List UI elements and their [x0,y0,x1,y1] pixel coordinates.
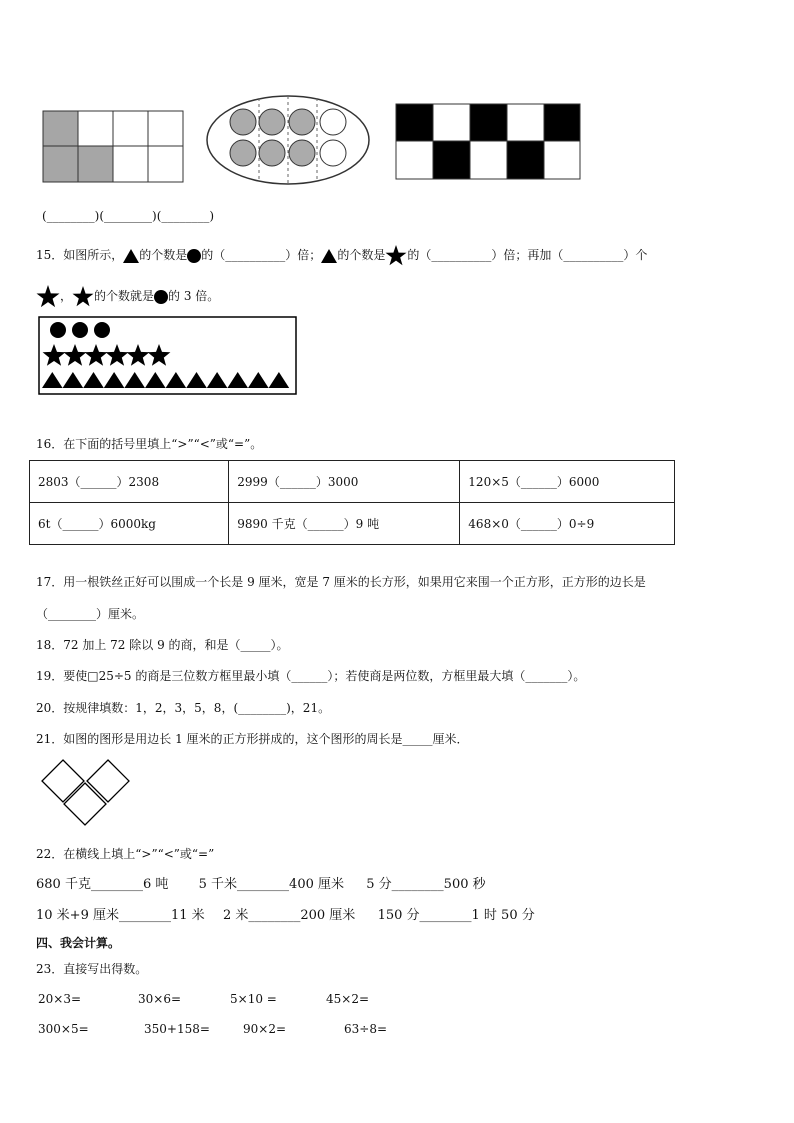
q22-item[interactable]: 5 分________500 秒 [366,877,486,892]
q23-item[interactable]: 30×6= [138,992,182,1006]
q23-item[interactable]: 300×5= [38,1022,89,1036]
q15-shapes-figure [38,316,298,396]
table-cell[interactable]: 6t（______）6000kg [30,503,229,545]
circle-shaded [259,109,285,135]
checker-black [433,141,470,179]
q23-item[interactable]: 350+158= [144,1022,210,1036]
grid-cell [148,146,183,182]
circle-shaded [289,109,315,135]
star-icon [385,245,407,266]
table-cell[interactable]: 9890 千克（______）9 吨 [229,503,460,545]
checker-black [470,104,507,141]
circle-icon [154,290,168,304]
checker-white [396,141,433,179]
q23-item[interactable]: 20×3= [38,992,82,1006]
q17-line1: 17．用一根铁丝正好可以围成一个长是 9 厘米，宽是 7 厘米的长方形，如果用它来围一个正方形，正方形的边长是 [36,575,646,589]
q15-text: 15．如图所示， [36,248,124,262]
circle-icon [50,322,66,338]
grid-cell-shaded [43,111,78,146]
checker-black [507,141,544,179]
q15-text: 的个数是 [337,248,386,262]
table-cell[interactable]: 120×5（______）6000 [460,461,675,503]
circle-shaded [230,109,256,135]
circle-shaded [230,140,256,166]
triangle-icon [321,249,337,263]
circle-icon [94,322,110,338]
circle-shaded [289,140,315,166]
q14-grid-figure [42,110,184,184]
answer-blank[interactable]: (________) [99,209,157,223]
answer-blank[interactable]: (________) [156,209,215,223]
table-row [30,503,675,545]
q22-row1 [36,876,486,894]
square-tile [42,760,84,802]
q22-item[interactable]: 10 米+9 厘米________11 米 [36,908,205,923]
q18-text[interactable]: 18．72 加上 72 除以 9 的商，和是（_____）。 [36,638,289,652]
q21-text[interactable]: 21．如图的图形是用边长 1 厘米的正方形拼成的，这个图形的周长是_____厘米． [36,732,469,746]
q14-oval-figure [205,94,371,186]
q17-line2[interactable]: （________）厘米。 [36,607,145,621]
checker-white [470,141,507,179]
table-cell[interactable]: 2803（______）2308 [30,461,229,503]
q23-item[interactable]: 5×10 = [230,992,277,1006]
answer-blank[interactable]: (________) [42,209,100,223]
grid-cell [148,111,183,146]
q15-line1 [36,245,647,266]
q15-text: 的（__________）倍；再加（__________）个 [407,248,648,262]
circle-icon [72,322,88,338]
checker-white [544,141,580,179]
grid-cell [113,111,148,146]
square-tile [87,760,129,802]
circle-shaded [259,140,285,166]
q15-line2 [36,285,219,308]
q15-text: 的 3 倍。 [168,289,220,303]
q22-item[interactable]: 5 千米________400 厘米 [198,877,344,892]
table-row [30,461,675,503]
q22-item[interactable]: 680 千克________6 吨 [36,877,169,892]
q22-item[interactable]: 2 米________200 厘米 [222,908,356,923]
grid-cell-shaded [78,146,113,182]
q19-text[interactable]: 19．要使□25÷5 的商是三位数方框里最小填（______）；若使商是两位数，方框里最大填（_______）。 [36,669,586,683]
q23-item[interactable]: 63÷8= [344,1022,388,1036]
q15-text: 的个数就是 [94,289,155,303]
section-heading: 四、我会计算。 [36,936,121,950]
table-cell[interactable]: 2999（______）3000 [229,461,460,503]
q16-prompt: 16．在下面的括号里填上“>”“<”或“=”。 [36,437,263,451]
q14-checker-figure [395,103,581,181]
q16-table [29,460,675,545]
table-cell[interactable]: 468×0（______）0÷9 [460,503,675,545]
q21-squares-figure [38,756,138,834]
star-icon [72,286,94,307]
grid-cell-shaded [43,146,78,182]
triangle-icon [123,249,139,263]
grid-cell [78,111,113,146]
q20-text[interactable]: 20．按规律填数：1，2，3，5，8，(________)，21。 [36,701,331,715]
circle-empty [320,109,346,135]
q15-text: ， [60,289,73,303]
q15-text: 的个数是 [139,248,188,262]
checker-black [396,104,433,141]
checker-black [544,104,580,141]
circle-icon [187,249,201,263]
q22-row2 [36,907,535,925]
circle-empty [320,140,346,166]
checker-white [433,104,470,141]
q15-text: 的（__________）倍； [201,248,322,262]
q23-item[interactable]: 45×2= [326,992,370,1006]
q23-item[interactable]: 90×2= [243,1022,287,1036]
checker-white [507,104,544,141]
star-icon [36,285,60,308]
square-tile [64,783,106,825]
q14-answer-blanks [42,208,214,224]
grid-cell [113,146,148,182]
q22-item[interactable]: 150 分________1 时 50 分 [377,908,535,923]
q22-prompt: 22．在横线上填上“>”“<”或“=” [36,847,215,861]
q23-prompt: 23．直接写出得数。 [36,962,148,976]
